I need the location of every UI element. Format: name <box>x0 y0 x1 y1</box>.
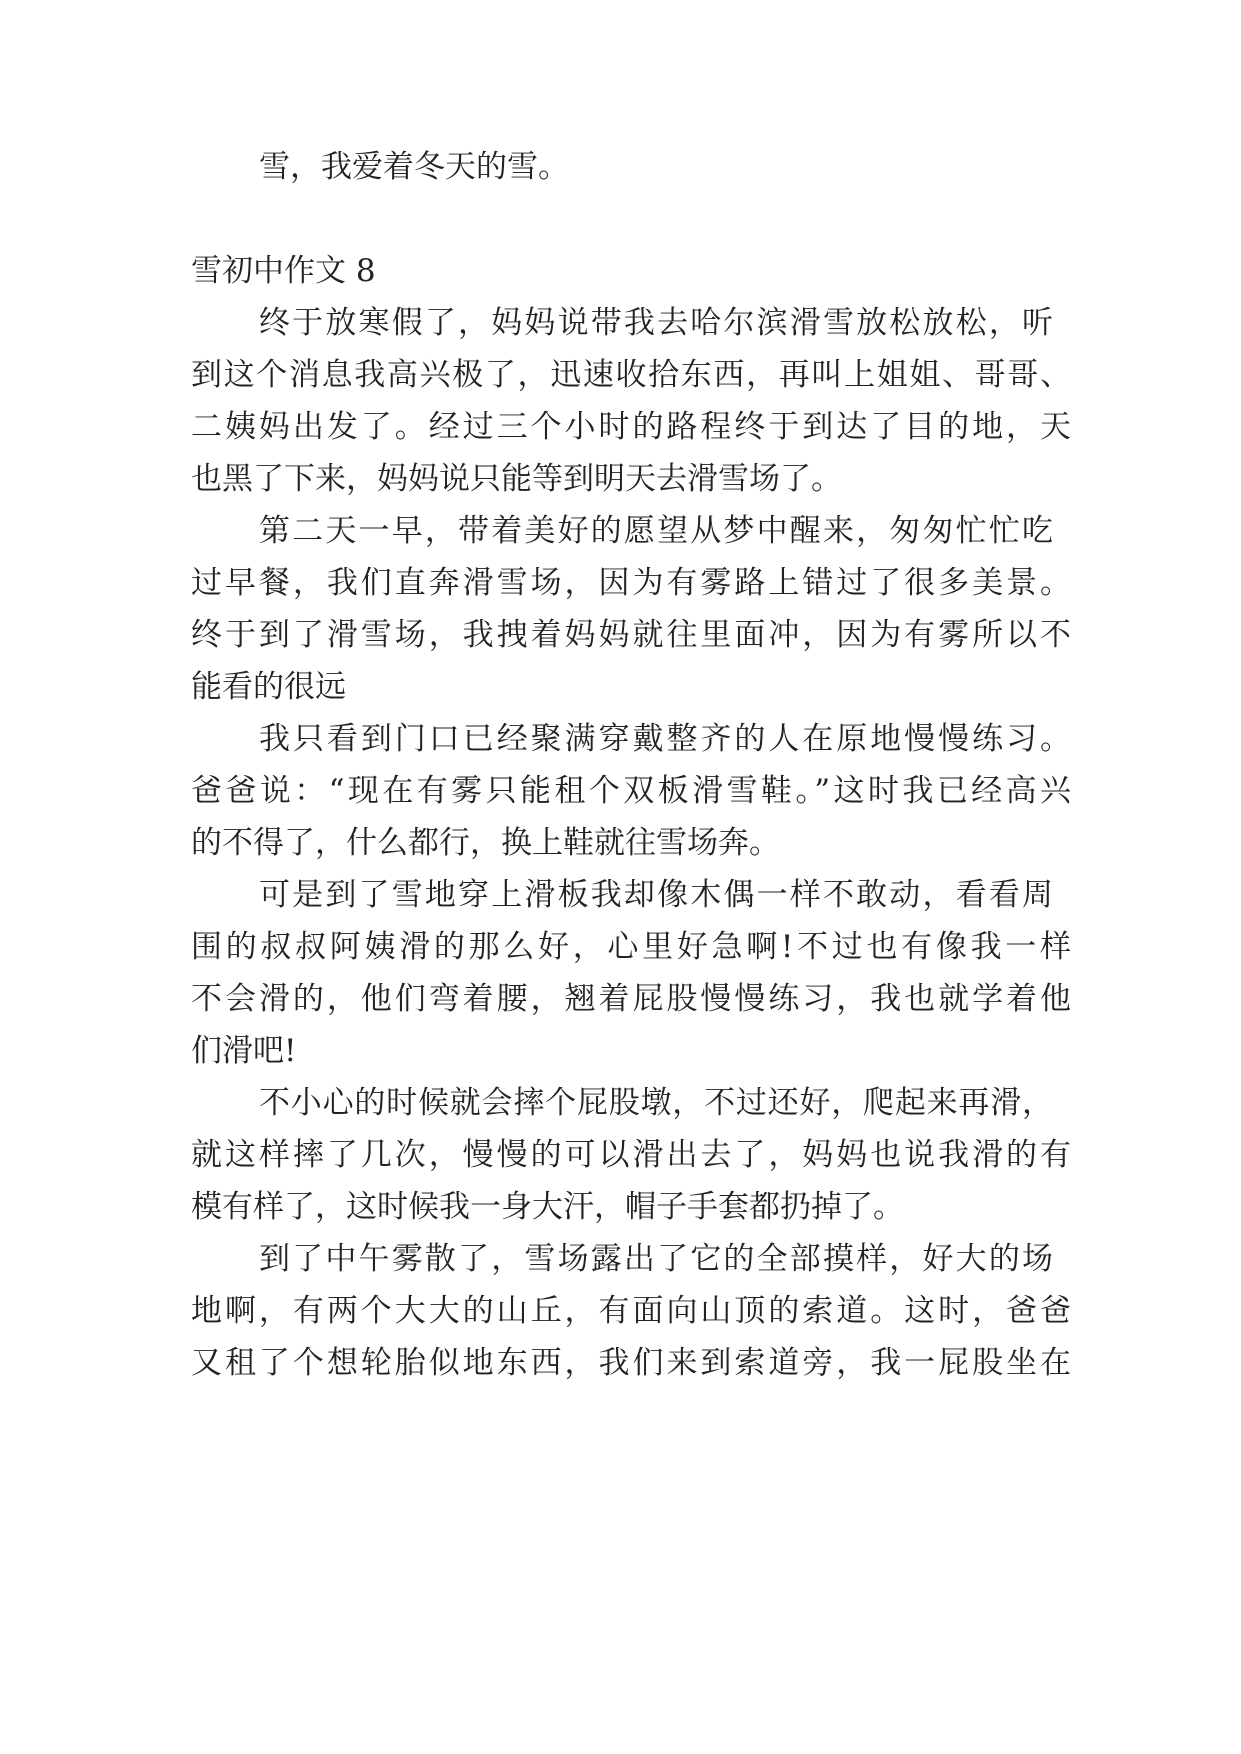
text-line: 不会滑的，他们弯着腰，翘着屁股慢慢练习，我也就学着他 <box>191 981 1071 1017</box>
text-line: 爸爸说：“现在有雾只能租个双板滑雪鞋。”这时我已经高兴 <box>191 773 1071 809</box>
text-line: 模有样了，这时候我一身大汗，帽子手套都扔掉了。 <box>191 1189 904 1225</box>
text-line: 的不得了，什么都行，换上鞋就往雪场奔。 <box>191 825 780 861</box>
essay-title: 雪初中作文 8 <box>191 253 376 289</box>
text-line: 能看的很远 <box>191 669 346 705</box>
text-line: 我只看到门口已经聚满穿戴整齐的人在原地慢慢练习。 <box>259 721 1071 757</box>
intro-line: 雪，我爱着冬天的雪。 <box>259 149 569 185</box>
text-line: 终于到了滑雪场，我拽着妈妈就往里面冲，因为有雾所以不 <box>191 617 1071 653</box>
text-line: 可是到了雪地穿上滑板我却像木偶一样不敢动，看看周 <box>259 877 1053 913</box>
text-line: 到了中午雾散了，雪场露出了它的全部摸样，好大的场 <box>259 1241 1053 1277</box>
text-line: 就这样摔了几次，慢慢的可以滑出去了，妈妈也说我滑的有 <box>191 1137 1071 1173</box>
text-line: 第二天一早，带着美好的愿望从梦中醒来，匆匆忙忙吃 <box>259 513 1053 549</box>
text-line: 又租了个想轮胎似地东西，我们来到索道旁，我一屁股坐在 <box>191 1345 1071 1381</box>
text-line: 终于放寒假了，妈妈说带我去哈尔滨滑雪放松放松，听 <box>259 305 1053 341</box>
text-line: 地啊，有两个大大的山丘，有面向山顶的索道。这时，爸爸 <box>191 1293 1071 1329</box>
text-line: 围的叔叔阿姨滑的那么好，心里好急啊!不过也有像我一样 <box>191 929 1071 965</box>
text-line: 也黑了下来，妈妈说只能等到明天去滑雪场了。 <box>191 461 842 497</box>
text-line: 二姨妈出发了。经过三个小时的路程终于到达了目的地，天 <box>191 409 1071 445</box>
text-line: 们滑吧! <box>191 1033 297 1069</box>
text-line: 过早餐，我们直奔滑雪场，因为有雾路上错过了很多美景。 <box>191 565 1071 601</box>
text-line: 到这个消息我高兴极了，迅速收拾东西，再叫上姐姐、哥哥、 <box>191 357 1071 393</box>
text-line: 不小心的时候就会摔个屁股墩，不过还好，爬起来再滑， <box>259 1085 1053 1121</box>
